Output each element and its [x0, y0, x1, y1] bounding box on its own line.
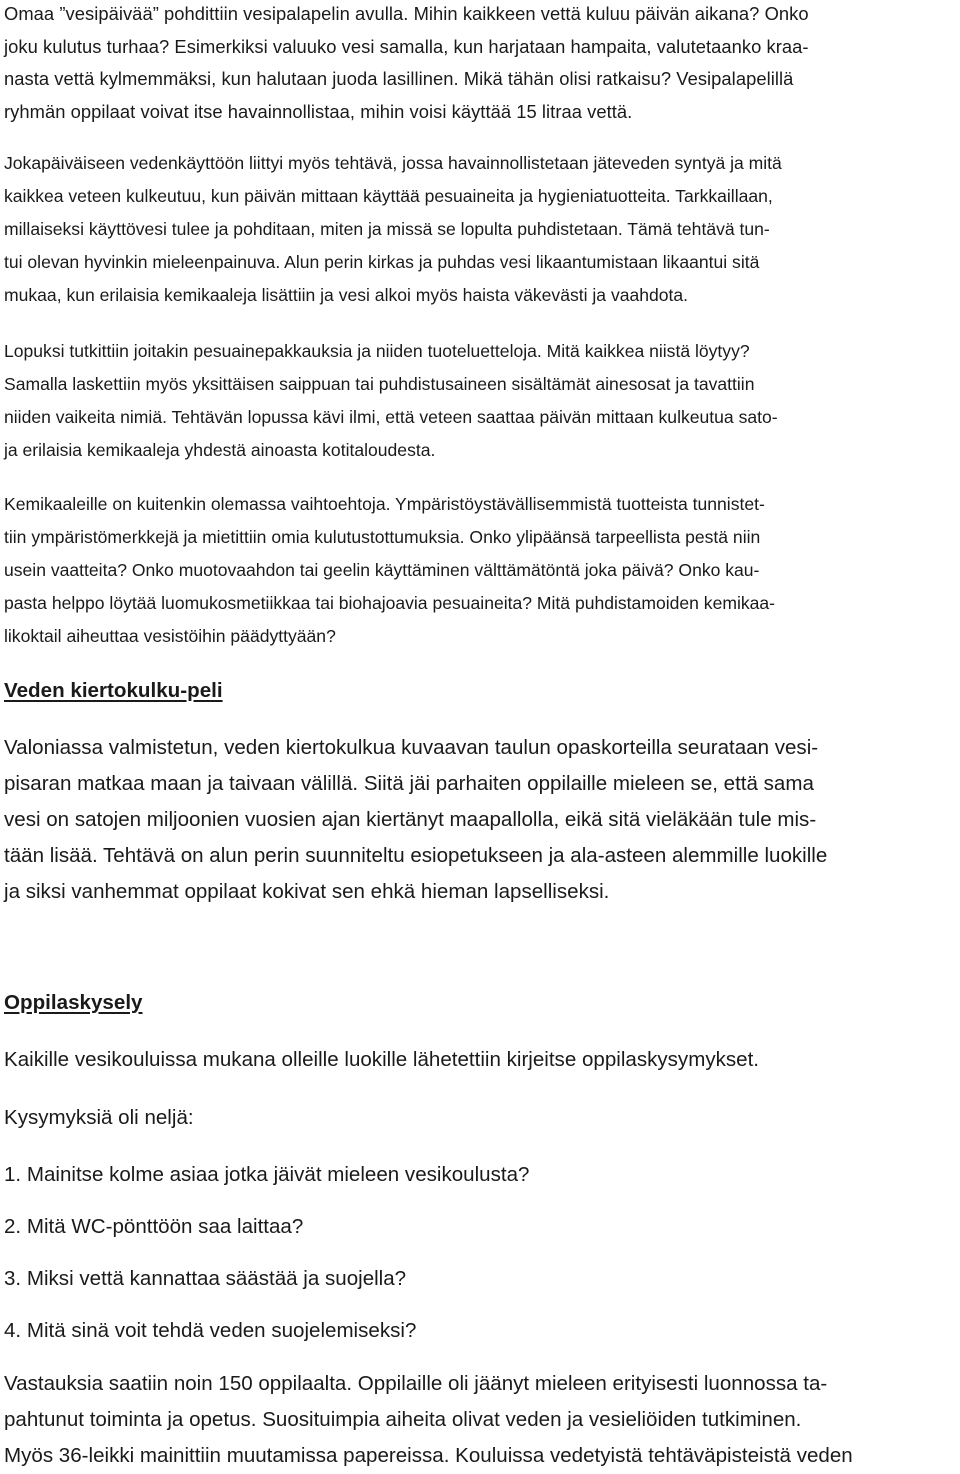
text-line: Kemikaaleille on kuitenkin olemassa vaihtoehtoja. Ympäristöystävällisemmistä tuotteista tunnistet- [4, 494, 765, 514]
survey-intro-paragraph [4, 1042, 956, 1078]
text-line: ja siksi vanhemmat oppilaat kokivat sen ehkä hieman lapselliseksi. [4, 880, 610, 903]
intro-paragraph [4, 0, 956, 128]
text-line: Myös 36-leikki mainittiin muutamissa papereissa. Kouluissa vedetyistä tehtäväpisteistä veden [4, 1444, 853, 1467]
text-line: tui olevan hyvinkin mieleenpainuva. Alun perin kirkas ja puhdas vesi likaantumistaan likaantui sitä [4, 252, 760, 272]
list-item: 2. Mitä WC-pönttöön saa laittaa? [4, 1215, 304, 1238]
text-line: tään lisää. Tehtävä on alun perin suunniteltu esiopetukseen ja ala-asteen alemmille luokille [4, 844, 828, 867]
list-item: 4. Mitä sinä voit tehdä veden suojelemiseksi? [4, 1319, 417, 1342]
text-line: ryhmän oppilaat voivat itse havainnollistaa, mihin voisi käyttää 15 litraa vettä. [4, 100, 633, 122]
question-list [4, 1157, 956, 1349]
section-heading: Veden kiertokulku-peli [4, 679, 223, 702]
text-line: Valoniassa valmistetun, veden kiertokulkua kuvaavan taulun opaskorteilla seurataan vesi- [4, 736, 819, 759]
text-line: kaikkea veteen kulkeutuu, kun päivän mittaan käyttää pesuaineita ja hygieniatuotteita. Tarkkaillaan, [4, 186, 773, 206]
packaging-paragraph [4, 335, 956, 467]
questions-label-paragraph [4, 1100, 956, 1136]
text-line: likoktail aiheuttaa vesistöihin päädyttyään? [4, 626, 336, 646]
list-item: 1. Mainitse kolme asiaa jotka jäivät mieleen vesikoulusta? [4, 1163, 530, 1186]
text-line: nasta vettä kylmemmäksi, kun halutaan juoda lasillinen. Mikä tähän olisi ratkaisu? Vesipalapelillä [4, 68, 794, 90]
text-line: pahtunut toiminta ja opetus. Suosituimpia aiheita olivat veden ja vesieliöiden tutkiminen. [4, 1408, 802, 1431]
wastewater-paragraph [4, 147, 956, 312]
text-line: Kaikille vesikouluissa mukana olleille luokille lähetettiin kirjeitse oppilaskysymykset. [4, 1048, 760, 1071]
text-line: pisaran matkaa maan ja taivaan välillä. Siitä jäi parhaiten oppilaille mieleen se, että sama [4, 772, 814, 795]
text-line: Omaa ”vesipäivää” pohdittiin vesipalapelin avulla. Mihin kaikkeen vettä kuluu päivän aikana? Onko [4, 3, 809, 24]
text-line: mukaa, kun erilaisia kemikaaleja lisättiin ja vesi alkoi myös haista väkevästi ja vaahdota. [4, 285, 689, 305]
text-line: usein vaatteita? Onko muotovaahdon tai geelin käyttäminen välttämätöntä joka päivä? Onko kau- [4, 560, 760, 580]
water-cycle-paragraph [4, 730, 956, 910]
text-line: Samalla laskettiin myös yksittäisen saippuan tai puhdistusaineen sisältämät ainesosat ja tavattiin [4, 374, 755, 394]
text-line: Vastauksia saatiin noin 150 oppilaalta. Oppilaille oli jäänyt mieleen erityisesti luonnossa ta- [4, 1372, 828, 1395]
section-survey [4, 985, 956, 1021]
list-item: 3. Miksi vettä kannattaa säästää ja suojella? [4, 1267, 407, 1290]
text-line: vesi on satojen miljoonien vuosien ajan kiertänyt maapallolla, eikä sitä vieläkään tule mis- [4, 808, 817, 831]
text-line: Kysymyksiä oli neljä: [4, 1106, 194, 1129]
text-line: ja erilaisia kemikaaleja yhdestä ainoasta kotitaloudesta. [4, 440, 436, 460]
text-line: tiin ympäristömerkkejä ja mietittiin omia kulutustottumuksia. Onko ylipäänsä tarpeellista pestä niin [4, 527, 761, 547]
section-heading: Oppilaskysely [4, 991, 143, 1014]
text-line: joku kulutus turhaa? Esimerkiksi valuuko vesi samalla, kun harjataan hampaita, valutetaanko kraa- [4, 35, 809, 57]
section-water-cycle [4, 673, 956, 709]
text-line: pasta helppo löytää luomukosmetiikkaa tai biohajoavia pesuaineita? Mitä puhdistamoiden kemikaa- [4, 593, 776, 613]
text-line: niiden vaikeita nimiä. Tehtävän lopussa kävi ilmi, että veteen saattaa päivän mittaan kulkeutua sato- [4, 407, 778, 427]
alternatives-paragraph [4, 488, 956, 653]
text-line: Jokapäiväiseen vedenkäyttöön liittyi myös tehtävä, jossa havainnollistetaan jäteveden syntyä ja mitä [4, 153, 782, 173]
results-paragraph [4, 1366, 956, 1474]
text-line: Lopuksi tutkittiin joitakin pesuainepakkauksia ja niiden tuoteluetteloja. Mitä kaikkea niistä löytyy? [4, 341, 750, 361]
text-line: millaiseksi käyttövesi tulee ja pohditaan, miten ja missä se lopulta puhdistetaan. Tämä tehtävä tun- [4, 219, 770, 239]
